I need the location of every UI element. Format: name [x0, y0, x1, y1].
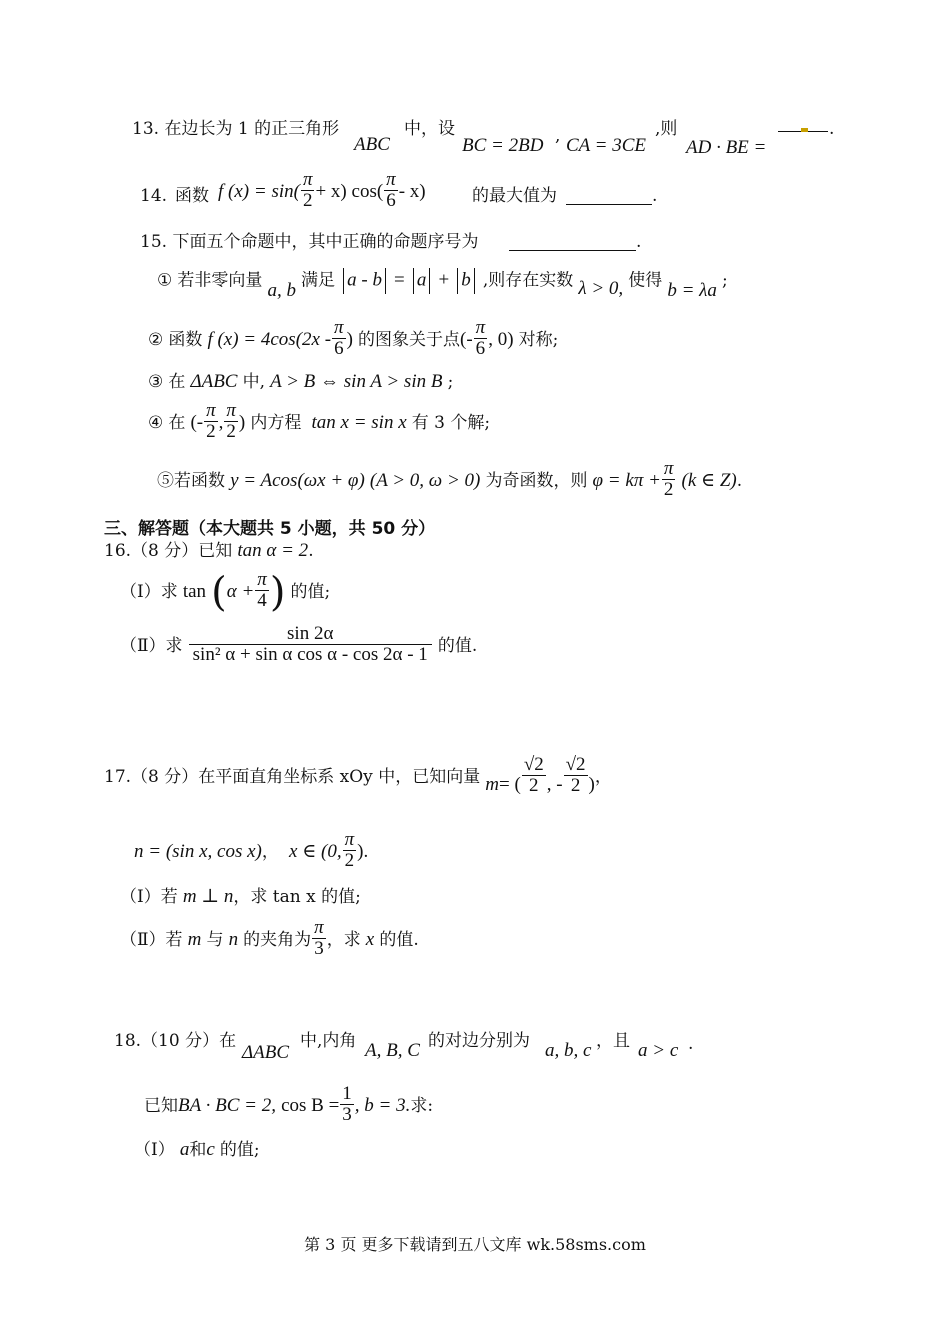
q15-s3: ③ 在 ΔABC 中, A > B ⇔ sin A > sin B ;: [148, 371, 454, 392]
q13-cond2: CA = 3CE: [566, 135, 647, 156]
q13-mark: [801, 128, 808, 132]
q13-expr: AD · BE =: [686, 137, 767, 158]
q18-end: .: [688, 1034, 694, 1054]
q16-part2: （Ⅱ）求 $\frac{\sin 2\alpha}{\text{sin² α + sin α cos α - cos 2α - 1}}$ 的值.: [120, 623, 478, 665]
q13-abc: ABC: [354, 134, 390, 155]
q18-part1: （Ⅰ） a和c 的值;: [134, 1139, 260, 1160]
q15-end: .: [636, 232, 642, 252]
q16-head: 16.（8 分）已知 tan α = 2.: [104, 540, 314, 561]
q14-formula: f (x) = sin( $\frac{\pi}{2}$ + x) cos( $\frac{\pi}{6}$ - x): [218, 169, 426, 211]
q18-known: 已知BA · BC = 2, cos B = $\frac{1}{3}$ , b = 3.求:: [144, 1083, 434, 1125]
q15-s2: ② 函数 f (x) = 4cos(2x - $\frac{\pi}{6}$ ) 的图象关于点(- $\frac{\pi}{6}$ , 0) 对称;: [148, 317, 559, 359]
q13-text3: ,则: [655, 119, 678, 139]
q17-head: 17.（8 分）在平面直角坐标系 xOy 中，已知向量 m= ( $\frac{√2}{2}$ , - $\frac{√2}{2}$ )，: [104, 754, 612, 796]
q16-part1: （Ⅰ）求 tan (α + $\frac{\pi}{4}$ ) 的值;: [120, 569, 331, 616]
q13-sep: ,: [555, 126, 561, 146]
q15-s4: ④ 在 (- $\frac{\pi}{2}$ , $\frac{\pi}{2}$ ) 内方程 tan x = sin x 有 3 个解;: [148, 400, 491, 442]
q18-tri: ΔABC: [242, 1042, 290, 1063]
q14-blank: [566, 204, 652, 205]
q18-cond: a > c: [638, 1040, 679, 1061]
q15-blank: [509, 250, 636, 251]
q15-s5: ⑤若函数 y = Acos(ωx + φ) (A > 0, ω > 0) 为奇函数，则 φ = kπ + $\frac{\pi}{2}$ (k ∈ Z).: [157, 458, 743, 500]
q13-text2: 中，设: [404, 119, 455, 139]
q17-part2: （Ⅱ）若 m 与 n 的夹角为 $\frac{\pi}{3}$ ，求 x 的值.: [120, 917, 419, 959]
q18-t1: 中,内角: [300, 1031, 357, 1051]
q14-text: 的最大值为: [472, 186, 557, 206]
page-footer: 第 3 页 更多下载请到五八文库 wk.58sms.com: [304, 1235, 646, 1254]
q18-t3: ，且: [596, 1031, 630, 1051]
q18-sides: a, b, c: [545, 1040, 592, 1061]
q13: 13. 在边长为 1 的正三角形: [132, 119, 340, 139]
q13-end: .: [829, 119, 835, 139]
q17-part1: （Ⅰ）若 m ⊥ n，求 tan x 的值;: [120, 886, 361, 907]
q14-label: 函数: [175, 186, 209, 206]
q15-head: 15. 下面五个命题中，其中正确的命题序号为: [140, 232, 479, 252]
q17-n: n = (sin x, cos x)， x ∈ (0, $\frac{\pi}{2}$ ).: [134, 829, 369, 871]
section-heading: 三、解答题（本大题共 5 小题，共 50 分）: [104, 519, 436, 539]
q15-s1: ① 若非零向量 a, b 满足 a - b = a + b ,则存在实数 λ > 0, 使得 b = λa ;: [157, 269, 728, 301]
q14-end: .: [652, 186, 658, 206]
q13-cond1: BC = 2BD: [462, 135, 544, 156]
q14-num: 14.: [140, 186, 168, 206]
q18-t2: 的对边分别为: [428, 1031, 530, 1051]
q18-angles: A, B, C: [365, 1040, 420, 1061]
q18-head: 18.（10 分）在: [114, 1031, 237, 1051]
